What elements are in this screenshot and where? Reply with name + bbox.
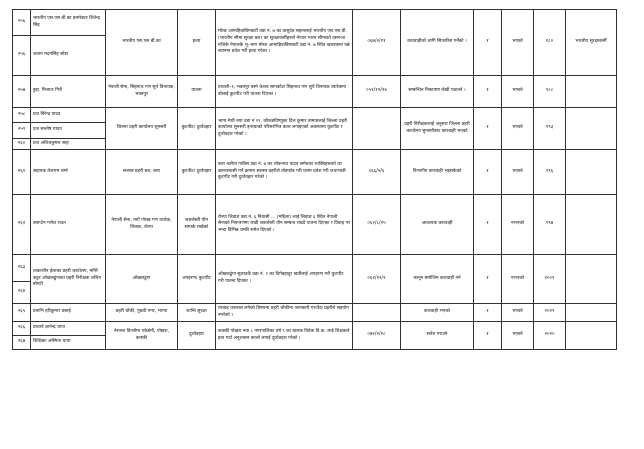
violation-type-cell: हत्या <box>178 10 216 76</box>
serial-number-cell: २६४ <box>13 282 31 304</box>
violation-type-cell: यातना <box>178 76 216 108</box>
id-cell: २०२० <box>534 322 566 350</box>
count-cell: १ <box>474 150 502 195</box>
serial-number-cell: २५६ <box>13 36 31 76</box>
organization-cell: ओखलढुंगा <box>106 255 178 304</box>
count-cell: १ <box>474 322 502 350</box>
count-cell: १ <box>474 304 502 322</box>
description-cell: भाग्य मेथी नया वडा नं ११, कौकडविष्णुका दिल कुमार तामाङलाई जिल्ला प्रहरी कार्यालय सुनसरी इनरवाको परिसरभित्र काल लगाइएको अवस्थामा कुटपीट र दुर्व्यवहार गरेको । <box>216 108 353 150</box>
accused-name-cell: प्रज सन्तोष यादव <box>31 123 106 139</box>
id-cell: २००१ <box>534 255 566 304</box>
description-cell: परवाह धनलाल लगेको विषयमा प्रहरी चौकीमा जानकारी गराउँदा प्रहरीले सहयोग नगरेको । <box>216 304 353 322</box>
serial-number-cell: २६६ <box>13 322 31 336</box>
serial-number-cell: २५९ <box>13 123 31 139</box>
violation-type-cell: कुटपीट/ दुर्व्यवहार <box>178 150 216 195</box>
action-cell: सचेत गराउने <box>401 322 474 350</box>
serial-number-cell: २६२ <box>13 195 31 255</box>
id-cell: २०१९ <box>534 304 566 322</box>
status-cell: भएको <box>502 10 534 76</box>
count-cell: १ <box>474 255 502 304</box>
id-cell: १८८ <box>534 76 566 108</box>
action-cell: सम्बन्धित निकायमा लेखी पठाउने । <box>401 76 474 108</box>
id-cell: १९३ <box>534 108 566 150</box>
violation-type-cell: अपहरण/ कुटपीट <box>178 255 216 304</box>
accused-name-cell: हुद्दा. मिजाज गिरी <box>31 76 106 108</box>
accused-name-cell: शिक्षिका अस्मिता थापा <box>31 336 106 350</box>
date-cell: ०६२/८/२५ <box>353 195 401 255</box>
organization-cell: प्रहरी चौकी, पुख्यौ नगर, भाप्पा <box>106 304 178 322</box>
accused-name-cell: प्रनाभि हरिकुमार प्रसाई <box>31 304 106 322</box>
violation-type-cell: कुटपीट/ दुर्व्यवहार <box>178 108 216 150</box>
table-row <box>13 108 617 123</box>
count-cell: १ <box>474 76 502 108</box>
status-cell: भएको <box>502 108 534 150</box>
status-cell: नभएको <box>502 195 534 255</box>
serial-number-cell: २६० <box>13 139 31 150</box>
organization-cell: जिल्ला प्रहरी कार्यालय सुनसरी <box>106 108 178 150</box>
accused-name-cell: प्रज अजितकुमार साह <box>31 139 106 150</box>
table-row <box>13 150 617 195</box>
action-cell: कानून बमोजिम कारवाही गर्न <box>401 255 474 304</box>
date-cell: ०६२/१२/२ <box>353 255 401 304</box>
accused-name-cell: सहायक तेजराम शर्मा <box>31 150 106 195</box>
count-cell: १ <box>474 195 502 255</box>
id-cell: १९६ <box>534 150 566 195</box>
serial-number-cell: २५७ <box>13 76 31 108</box>
organization-cell: सशस्त्र प्रहरी बल, बारा <box>106 150 178 195</box>
action-cell: कारवाहीको लागि सिफारिस गर्नेको । <box>401 10 474 76</box>
table-row <box>13 10 617 36</box>
organization-cell: भारतीय एस.एस.बी.का <box>106 10 178 76</box>
count-cell: १ <box>474 108 502 150</box>
accused-name-cell: तत्कालीन ईलाका प्रहरी कार्यालय, मनिरे कट्टर ओखलढुंगाका प्रहरी निरीक्षक ललित बोगटी <box>31 255 106 304</box>
status-cell: भएको <box>502 76 534 108</box>
serial-number-cell: २५८ <box>13 108 31 123</box>
serial-number-cell: २६१ <box>13 150 31 195</box>
status-cell: भएको <box>502 150 534 195</box>
date-cell: ०७२/२/१८ <box>353 322 401 350</box>
serial-number-cell: २६३ <box>13 255 31 282</box>
table-row <box>13 195 617 255</box>
accused-name-cell: प्राचार्य ज्ञानेन्द्र थापा <box>31 322 106 336</box>
status-cell: नभएको <box>502 255 534 304</box>
accused-name-cell: प्रज बिरेन्द्र यादव <box>31 108 106 123</box>
description-cell: मोरङ आमाहिवाबिगबाटी वडा नं. ७ का वासुदेव सहानलाई भारतीय एस.एस.बी. (भारतीय सीमा सुरक्षा बल) का सुरक्षाकर्मीहरुले नेपाल भारत सीमाको दसगजा नजिकै नेपालकै भू–भाग मोरङ आमाहिवाबिगबाटी वडा नं. ७ स्थित खचरकमा घन्ने स्थानमा प्रवेश गरी हत्या गरेका । <box>216 10 353 76</box>
description-cell: कास्की पोखरा नवा ८ नगरपालिका वर्ष ९ का बालक विवेक वि.क. लाई शिक्षकले हात गर्दा अनुशासन कालो लगाई दुर्व्यवहार गरेको । <box>216 322 353 350</box>
complaints-table <box>12 9 617 350</box>
violation-type-cell: दुर्व्यवहार <box>178 322 216 350</box>
action-cell: कारवाही भएको <box>401 304 474 322</box>
table-row <box>13 304 617 322</box>
table-row <box>13 322 617 336</box>
count-cell: १ <box>474 10 502 76</box>
accused-name-cell: क्याप्टेन गणेश राउत <box>31 195 106 255</box>
organization-cell: नेपाली सेना, सिहनाथ गण सुर्य विनायक, भक्तपुर <box>106 76 178 108</box>
status-cell: भएको <box>502 304 534 322</box>
date-cell: ०५१/१२/२४ <box>353 76 401 108</box>
serial-number-cell: २५६ <box>13 10 31 36</box>
violation-type-cell: शान्ति सुरक्षा <box>178 304 216 322</box>
description-cell: ओखलढुंगा सुलाउर्के वडा नं. २ का दिर्गबहादुर खत्रीलाई अपहरण गरी कुटपीट गरी यातना दिएका । <box>216 255 353 304</box>
action-cell: प्रहरी निरीक्षकलाई अनुसार जिल्ला प्रहरी कार्यालय सुनसरीबाट कारबाही भएको <box>401 108 474 150</box>
action-cell: आवश्यक कारवाही <box>401 195 474 255</box>
accused-name-cell: भारतीय एस.एस.बी.का इन्स्पेक्टर शितेन्द्र सिंह <box>31 10 106 36</box>
accused-name-cell: जवान मदनसिंह सोडा <box>31 36 106 76</box>
description-cell: रोल्पा लिवाङ वडा नं. ६ निवासी ... (महिला) लाई लिवाङ ६ स्थित नेपाली सेनाको नियन्त्रणमा राखी जबर्जस्ती यौन सम्बन्ध राख्दै यातना दिएका र विवाह गर भन्दा विभिन्न धम्की समेत दिएको । <box>216 195 353 255</box>
status-cell: भएको <box>502 322 534 350</box>
table-row <box>13 76 617 108</box>
organization-cell: नेशनल डिप्लोमा एकेडेमी, पोखरा, कास्की <box>106 322 178 350</box>
serial-number-cell: २६७ <box>13 336 31 350</box>
serial-number-cell: २६५ <box>13 304 31 322</box>
id-cell: १८० <box>534 10 566 76</box>
id-cell: १९७ <box>534 195 566 255</box>
violation-type-cell: जबर्जस्ती यौन सम्पर्क राखेको <box>178 195 216 255</box>
description-cell: बारा कलैया गाबिस वडा नं. ७ का लोकनाथ यादव समेतका व्यक्तिहरूको घर खानतलासी गर्ने क्रममा सशस्त्र प्रहरीले तोडफोड गरी घरमा प्रवेश गरी जथाभावी कुटपीट गरी दुर्व्यवहार गरेको । <box>216 150 353 195</box>
action-cell: विभागीय कारवाही भइसकेको <box>401 150 474 195</box>
date-cell: ०६६/५/६ <box>353 150 401 195</box>
organization-cell: नेपाली सेना, नयाँ गोरख गण व्यारेक, लिवाङ, रोल्पा <box>106 195 178 255</box>
date-cell: ०६७/२/११ <box>353 10 401 76</box>
remark-cell: भारतीय सुरक्षाकर्मी <box>566 10 617 76</box>
table-row <box>13 255 617 282</box>
description-cell: ताथली–१, भक्तपुर बस्ने केशव सापकोटा सिहनाथ गण सुर्य विनायक व्यारेकमा बोलाई कुटपीट गरी यातना दिएका । <box>216 76 353 108</box>
